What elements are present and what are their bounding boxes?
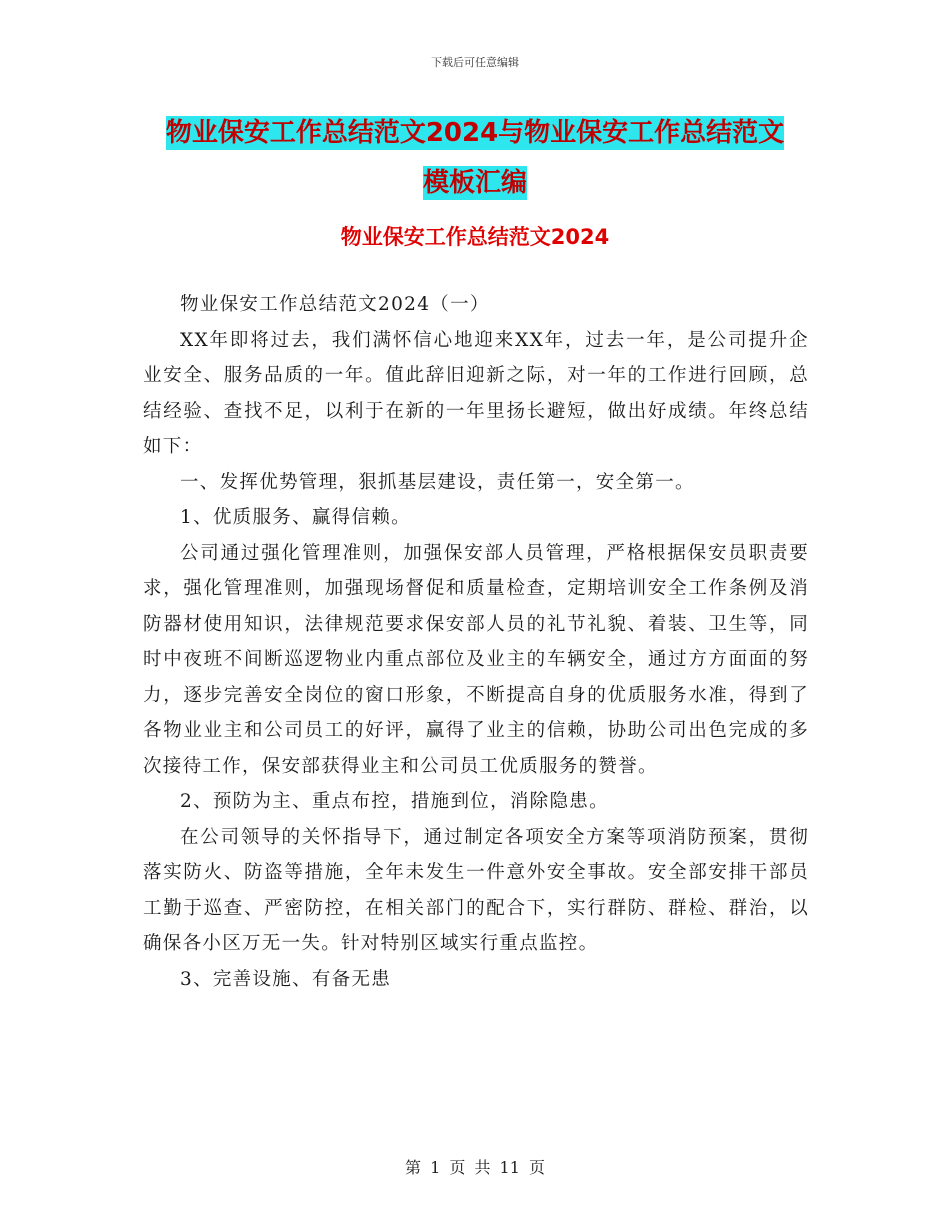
paragraph-intro: XX年即将过去，我们满怀信心地迎来XX年，过去一年，是公司提升企业安全、服务品质的一年。值此辞旧迎新之际，对一年的工作进行回顾，总结经验、查找不足，以利于在新的一年里扬长避短，做出好成绩。年终总结如下： (143, 329, 809, 457)
paragraph-subheading-1: 1、优质服务、赢得信赖。 (180, 507, 411, 528)
paragraph-body-2: 在公司领导的关怀指导下，通过制定各项安全方案等项消防预案，贯彻落实防火、防盗等措施，全年未发生一件意外安全事故。安全部安排干部员工勤于巡查、严密防控，在相关部门的配合下，实行群防、群检、群治，以确保各小区万无一失。针对特别区域实行重点监控。 (143, 826, 809, 954)
paragraph-subheading-3: 3、完善设施、有备无患 (180, 968, 392, 990)
header-note: 下载后可任意编辑 (431, 56, 519, 69)
document-title-line-1: 物业保安工作总结范文2024与物业保安工作总结范文 (165, 118, 785, 148)
section-title: 物业保安工作总结范文2024 (340, 225, 610, 249)
paragraph-subheading-2: 2、预防为主、重点布控，措施到位，消除隐患。 (180, 791, 609, 812)
document-title (142, 108, 808, 208)
paragraph-body-1: 公司通过强化管理准则，加强保安部人员管理，严格根据保安员职责要求，强化管理准则，加强现场督促和质量检查，定期培训安全工作条例及消防器材使用知识，法律规范要求保安部人员的礼节礼貌、着装、卫生等，同时中夜班不间断巡逻物业内重点部位及业主的车辆安全，通过方方面面的努力，逐步完善安全岗位的窗口形象，不断提高自身的优质服务水准，得到了各物业业主和公司员工的好评，赢得了业主的信赖，协助公司出色完成的多次接待工作，保安部获得业主和公司员工优质服务的赞誉。 (143, 542, 809, 777)
document-title-line-2: 模板汇编 (422, 168, 527, 198)
page-footer: 第 1 页 共 11 页 (405, 1158, 545, 1177)
document-body (143, 287, 809, 997)
paragraph-subtitle: 物业保安工作总结范文2024（一） (180, 294, 490, 315)
paragraph-heading-1: 一、发挥优势管理，狠抓基层建设，责任第一，安全第一。 (180, 471, 695, 493)
